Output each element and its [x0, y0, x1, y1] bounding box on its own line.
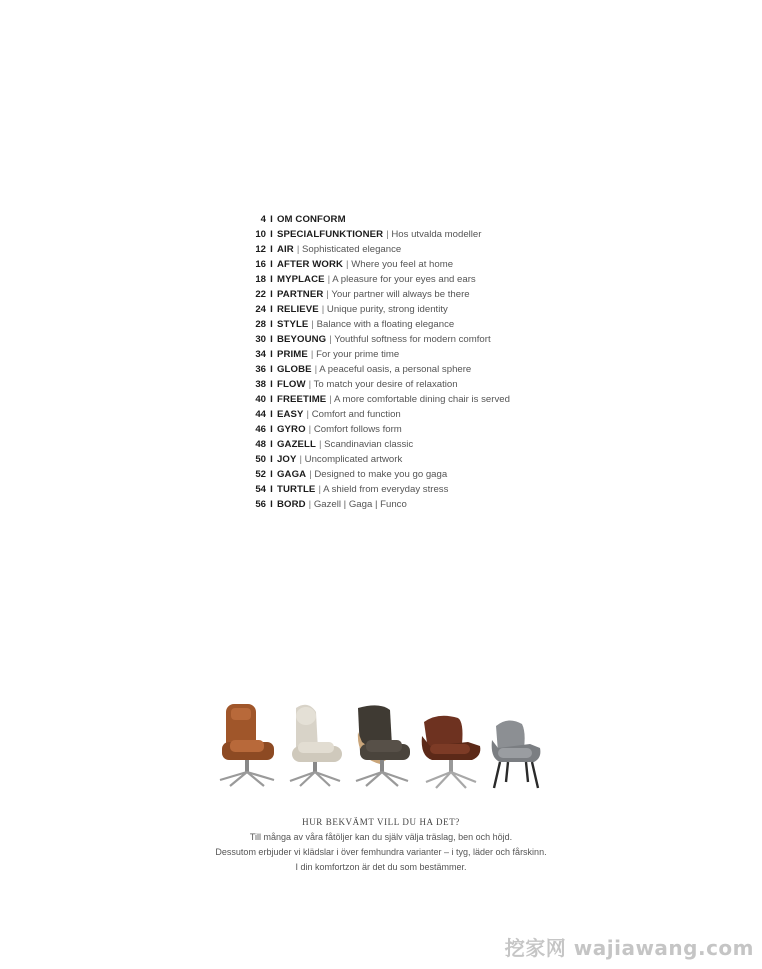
toc-title: AIR [277, 244, 294, 255]
toc-entry [250, 482, 610, 497]
toc-title: RELIEVE [277, 304, 319, 315]
toc-description: | A peaceful oasis, a personal sphere [315, 362, 472, 377]
toc-separator: I [270, 229, 273, 240]
toc-entry [250, 287, 610, 302]
table-of-contents [250, 212, 610, 512]
toc-entry [250, 212, 610, 227]
toc-entry [250, 317, 610, 332]
toc-entry [250, 377, 610, 392]
chair-lineup [210, 695, 550, 790]
toc-description: | Your partner will always be there [326, 287, 469, 302]
toc-separator: I [270, 499, 273, 510]
toc-description: | Sophisticated elegance [297, 242, 401, 257]
toc-description: | Unique purity, strong identity [322, 302, 448, 317]
toc-separator: I [270, 439, 273, 450]
toc-description: | Youthful softness for modern comfort [329, 332, 490, 347]
toc-page-number: 28 [255, 319, 266, 330]
toc-title: GYRO [277, 424, 306, 435]
toc-page-number: 22 [255, 289, 266, 300]
toc-entry [250, 227, 610, 242]
toc-entry [250, 497, 610, 512]
toc-title: EASY [277, 409, 304, 420]
toc-separator: I [270, 289, 273, 300]
footer-line-3: I din komfortzon är det du som bestämmer. [295, 862, 467, 872]
toc-description: | For your prime time [311, 347, 399, 362]
toc-description: | To match your desire of relaxation [309, 377, 458, 392]
watermark-text: 挖家网 wajiawang.com [504, 936, 754, 960]
toc-description: | A more comfortable dining chair is served [329, 392, 510, 407]
toc-separator: I [270, 379, 273, 390]
chair-image-5 [488, 718, 544, 790]
toc-page-number: 34 [255, 349, 266, 360]
toc-page-number: 16 [255, 259, 266, 270]
toc-entry [250, 272, 610, 287]
toc-page-number: 50 [255, 454, 266, 465]
toc-entry [250, 242, 610, 257]
toc-title: OM CONFORM [277, 214, 346, 225]
toc-entry [250, 257, 610, 272]
toc-separator: I [270, 424, 273, 435]
toc-title: PRIME [277, 349, 308, 360]
toc-separator: I [270, 484, 273, 495]
toc-page-number: 52 [255, 469, 266, 480]
toc-entry [250, 467, 610, 482]
toc-separator: I [270, 394, 273, 405]
footer-text-block [0, 817, 762, 875]
toc-title: FLOW [277, 379, 306, 390]
toc-title: STYLE [277, 319, 309, 330]
toc-description: | Where you feel at home [346, 257, 453, 272]
toc-entry [250, 437, 610, 452]
toc-entry [250, 362, 610, 377]
toc-separator: I [270, 244, 273, 255]
toc-page-number: 4 [260, 214, 266, 225]
toc-entry [250, 407, 610, 422]
toc-description: | Uncomplicated artwork [300, 452, 403, 467]
toc-title: GAZELL [277, 439, 316, 450]
chair-image-4 [418, 712, 484, 790]
toc-separator: I [270, 409, 273, 420]
toc-entry [250, 332, 610, 347]
toc-title: SPECIALFUNKTIONER [277, 229, 384, 240]
toc-separator: I [270, 304, 273, 315]
toc-page-number: 38 [255, 379, 266, 390]
toc-title: AFTER WORK [277, 259, 344, 270]
chair-image-1 [216, 702, 280, 790]
toc-description: | Hos utvalda modeller [386, 227, 481, 242]
footer-line-2: Dessutom erbjuder vi klädslar i över femhundra varianter – i tyg, läder och fårskinn. [215, 847, 547, 857]
footer-line-1: Till många av våra fåtöljer kan du själv välja träslag, ben och höjd. [249, 832, 513, 842]
chair-image-2 [284, 702, 348, 790]
toc-description: | Comfort and function [307, 407, 401, 422]
toc-description: | Gazell | Gaga | Funco [309, 497, 407, 512]
toc-separator: I [270, 214, 273, 225]
toc-separator: I [270, 334, 273, 345]
toc-description: | A shield from everyday stress [318, 482, 448, 497]
toc-page-number: 10 [255, 229, 266, 240]
toc-entry [250, 392, 610, 407]
toc-page-number: 12 [255, 244, 266, 255]
toc-title: PARTNER [277, 289, 324, 300]
toc-page-number: 56 [255, 499, 266, 510]
toc-page-number: 48 [255, 439, 266, 450]
toc-title: GAGA [277, 469, 307, 480]
toc-title: MYPLACE [277, 274, 325, 285]
toc-page-number: 54 [255, 484, 266, 495]
toc-separator: I [270, 364, 273, 375]
toc-entry [250, 347, 610, 362]
toc-description: | A pleasure for your eyes and ears [328, 272, 476, 287]
toc-separator: I [270, 469, 273, 480]
toc-entry [250, 452, 610, 467]
toc-separator: I [270, 319, 273, 330]
toc-title: JOY [277, 454, 297, 465]
toc-separator: I [270, 349, 273, 360]
toc-separator: I [270, 274, 273, 285]
toc-description: | Comfort follows form [309, 422, 402, 437]
toc-title: FREETIME [277, 394, 327, 405]
toc-title: GLOBE [277, 364, 312, 375]
toc-description: | Designed to make you go gaga [309, 467, 447, 482]
toc-entry [250, 422, 610, 437]
toc-description: | Balance with a floating elegance [311, 317, 454, 332]
toc-title: BORD [277, 499, 306, 510]
toc-description: | Scandinavian classic [319, 437, 413, 452]
toc-title: BEYOUNG [277, 334, 327, 345]
toc-page-number: 30 [255, 334, 266, 345]
chair-image-3 [350, 702, 416, 790]
toc-separator: I [270, 454, 273, 465]
toc-page-number: 44 [255, 409, 266, 420]
toc-separator: I [270, 259, 273, 270]
toc-title: TURTLE [277, 484, 316, 495]
toc-page-number: 18 [255, 274, 266, 285]
toc-page-number: 40 [255, 394, 266, 405]
toc-entry [250, 302, 610, 317]
toc-page-number: 36 [255, 364, 266, 375]
footer-heading: HUR BEKVÄMT VILL DU HA DET? [302, 817, 460, 827]
toc-page-number: 24 [255, 304, 266, 315]
toc-page-number: 46 [255, 424, 266, 435]
